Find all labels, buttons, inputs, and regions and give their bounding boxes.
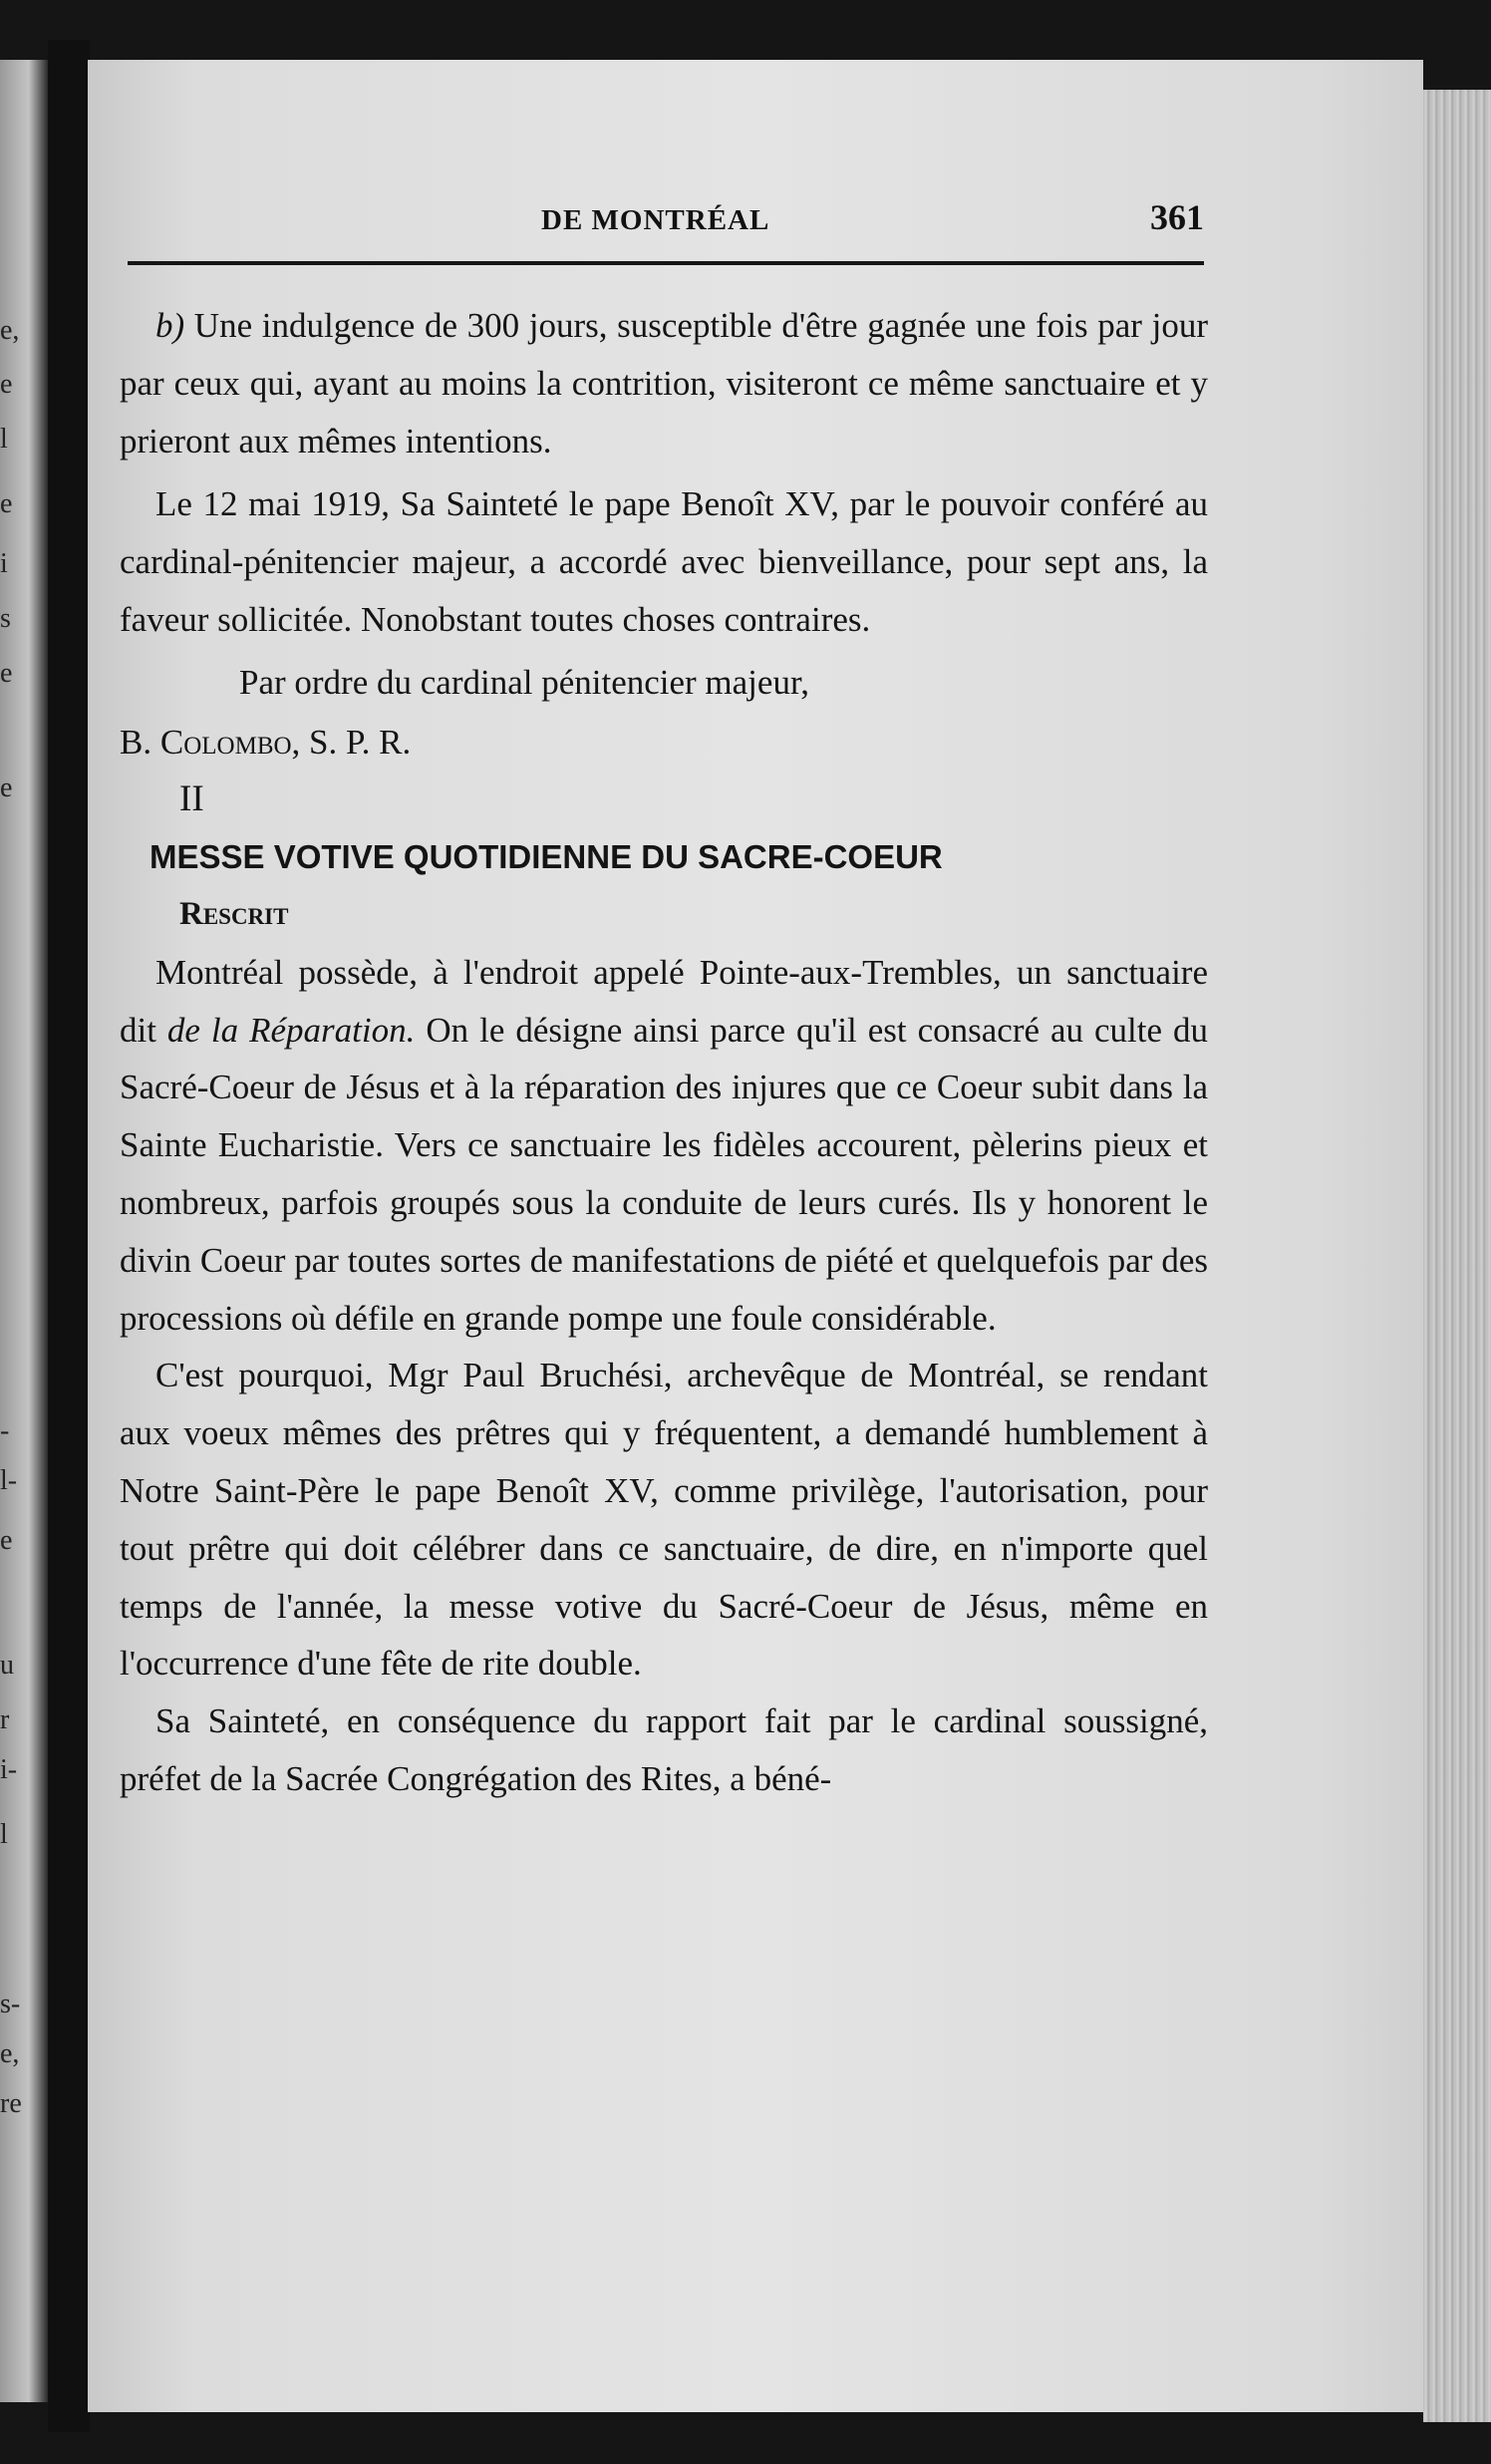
margin-letter: e, (0, 315, 20, 346)
margin-letter: l (0, 424, 8, 455)
running-title: DE MONTRÉAL (541, 204, 770, 236)
paragraph-montreal-start: Montréal possède, à l'endroit appelé Pointe-aux-Trembles, un sanctuaire dit (120, 952, 1208, 1050)
margin-letter: e, (0, 2038, 20, 2069)
paragraph-saintete: Sa Sainteté, en conséquence du rapport fait par le cardinal soussigné, préfet de la Sacrée Congrégation des Rites, a béné- (120, 1701, 1208, 1798)
signature-name: Colombo (159, 722, 292, 762)
signature (120, 714, 1208, 771)
header-rule (128, 261, 1204, 265)
rescrit-heading: Rescrit (179, 895, 289, 932)
margin-letter: r (0, 1704, 10, 1735)
paragraph-montreal (120, 944, 1208, 1348)
section-title: MESSE VOTIVE QUOTIDIENNE DU SACRE-COEUR (149, 838, 943, 876)
page-header (128, 197, 1204, 254)
margin-letter: i (0, 548, 8, 579)
paragraph-montreal-rest: On le désigne ainsi parce qu'il est consacré au culte du Sacré-Coeur de Jésus et à la réparation des injures que ce Coeur subit dans la Sainte Eucharistie. Vers ce sanctuaire les fidèles accourent, pèlerins pieux et nombreux, parfois groupés sous la conduite de leurs curés. Ils y honorent le divin Coeur par toutes sortes de manifestations de piété et quelquefois par des processions où défile en grande pompe une foule considérable. (120, 1010, 1208, 1338)
margin-letter: e (0, 369, 13, 400)
previous-page-margin (0, 60, 48, 2402)
margin-letter: e (0, 1525, 13, 1556)
page-edges (1423, 90, 1491, 2422)
by-order-line: Par ordre du cardinal pénitencier majeur, (239, 662, 809, 702)
page-number: 361 (1150, 197, 1204, 237)
book-gutter (48, 40, 90, 2432)
margin-letter: re (0, 2088, 22, 2119)
margin-letter: i- (0, 1754, 18, 1785)
paragraph-bruchesi: C'est pourquoi, Mgr Paul Bruchési, archevêque de Montréal, se rendant aux voeux mêmes des prêtres qui y fréquentent, a demandé humblement à Notre Saint-Père le pape Benoît XV, comme privilège, l'autorisation, pour tout prêtre qui doit célébrer dans ce sanctuaire, de dire, en n'importe quel temps de l'année, la messe votive du Sacré-Coeur de Jésus, même en l'occurrence d'une fête de rite double. (120, 1356, 1208, 1684)
paragraph-decision: Le 12 mai 1919, Sa Sainteté le pape Benoît XV, par le pouvoir conféré au cardinal-pénitencier majeur, a accordé avec bienveillance, pour sept ans, la faveur sollicitée. Nonobstant toutes choses contraires. (120, 484, 1208, 639)
signature-suffix: , S. P. R. (291, 722, 412, 762)
body-text (120, 297, 1208, 1808)
sanctuary-name: de la Réparation. (166, 1010, 416, 1050)
margin-letter: e (0, 658, 13, 689)
margin-letter: l- (0, 1465, 18, 1496)
item-label: b) (155, 306, 185, 345)
margin-letter: l (0, 1819, 8, 1850)
paragraph-b (120, 297, 1208, 469)
section-number: II (179, 778, 204, 820)
margin-letter: u (0, 1650, 14, 1681)
signature-prefix: B. (120, 722, 160, 762)
paragraph-b-text: Une indulgence de 300 jours, susceptible d'être gagnée une fois par jour par ceux qui, ayant au moins la contrition, visiteront ce même sanctuaire et y prieront aux mêmes intentions. (120, 306, 1208, 461)
margin-letter: e (0, 772, 13, 803)
margin-letter: e (0, 488, 13, 519)
margin-letter: s- (0, 1989, 21, 2019)
margin-letter: s (0, 603, 11, 634)
margin-letter: - (0, 1415, 10, 1446)
